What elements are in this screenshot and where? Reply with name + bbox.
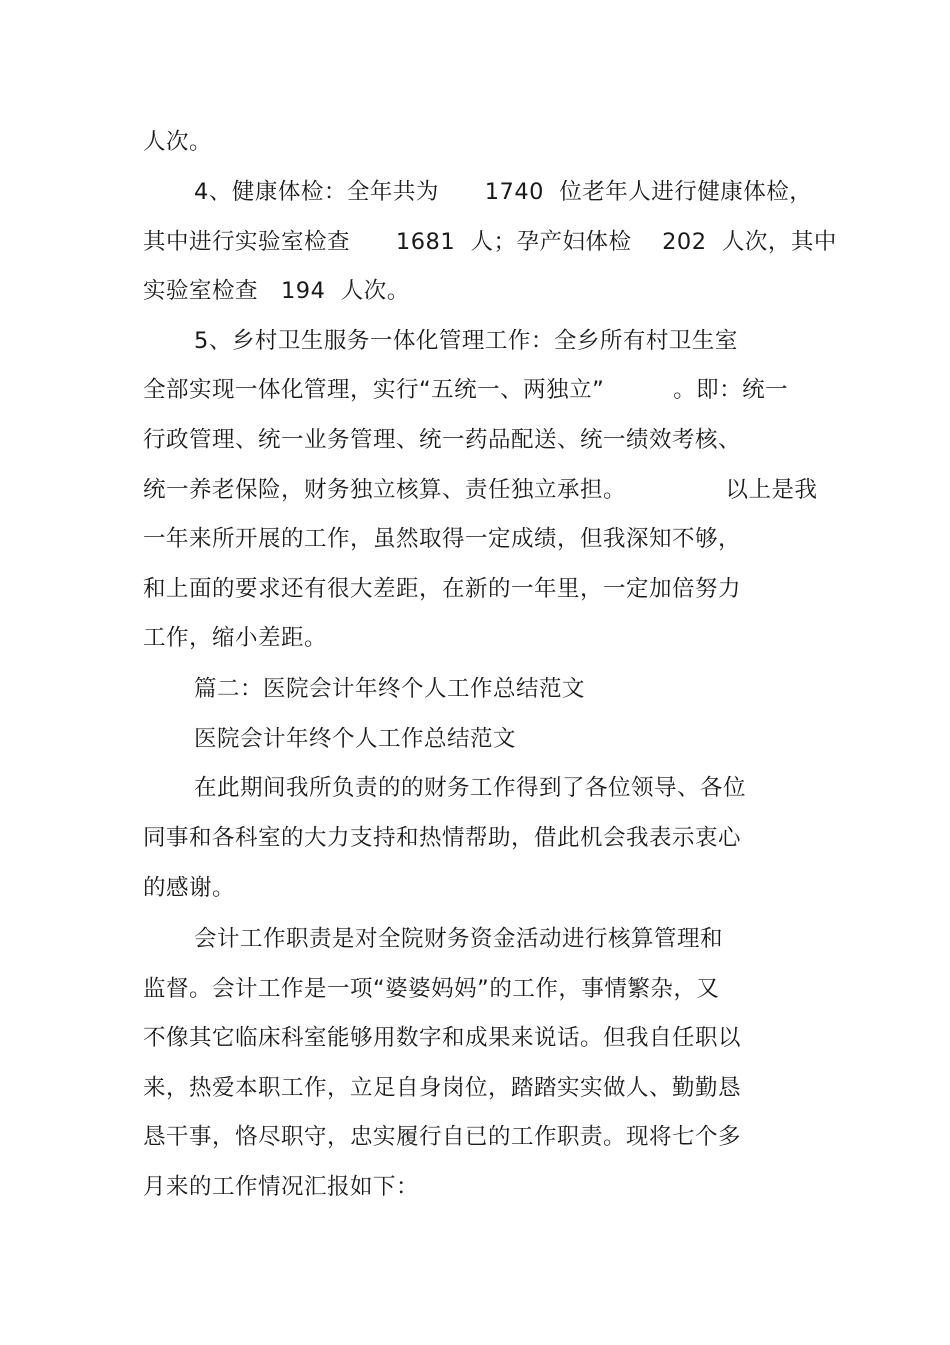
- text-line: 恳干事，恪尽职守，忠实履行自已的工作职责。现将七个多: [143, 1124, 742, 1150]
- text-line: 其中进行实验室检查 1681 人；孕产妇体检 202 人次，其中: [143, 229, 837, 255]
- text-line: 同事和各科室的大力支持和热情帮助，借此机会我表示衷心: [143, 825, 742, 851]
- text-line: 统一养老保险，财务独立核算、责任独立承担。 以上是我: [143, 477, 818, 503]
- text-line: 一年来所开展的工作，虽然取得一定成绩，但我深知不够，: [143, 526, 742, 552]
- text-line: 在此期间我所负责的的财务工作得到了各位领导、各位: [194, 775, 747, 801]
- text-line: 和上面的要求还有很大差距，在新的一年里，一定加倍努力: [143, 576, 742, 602]
- text-line: 来，热爱本职工作，立足自身岗位，踏踏实实做人、勤勤恳: [143, 1075, 742, 1101]
- document-title: 医院会计年终个人工作总结范文: [194, 726, 517, 752]
- text-line: 全部实现一体化管理，实行“五统一、两独立” 。即：统一: [143, 377, 789, 403]
- text-line: 工作，缩小差距。: [143, 625, 328, 651]
- text-line: 月来的工作情况汇报如下：: [143, 1174, 420, 1200]
- text-line: 行政管理、统一业务管理、统一药品配送、统一绩效考核、: [143, 427, 742, 453]
- section-heading: 篇二：医院会计年终个人工作总结范文: [194, 676, 586, 702]
- text-line: 不像其它临床科室能够用数字和成果来说话。但我自任职以: [143, 1025, 742, 1051]
- text-line: 会计工作职责是对全院财务资金活动进行核算管理和: [194, 926, 724, 952]
- text-line: 人次。: [143, 129, 213, 155]
- text-line: 监督。会计工作是一项“婆婆妈妈”的工作，事情繁杂，又: [143, 976, 720, 1002]
- text-line: 5、乡村卫生服务一体化管理工作：全乡所有村卫生室: [194, 328, 738, 354]
- text-line: 实验室检查 194 人次。: [143, 278, 410, 304]
- text-line: 4、健康体检：全年共为 1740 位老年人进行健康体检，: [194, 179, 813, 205]
- text-line: 的感谢。: [143, 875, 236, 901]
